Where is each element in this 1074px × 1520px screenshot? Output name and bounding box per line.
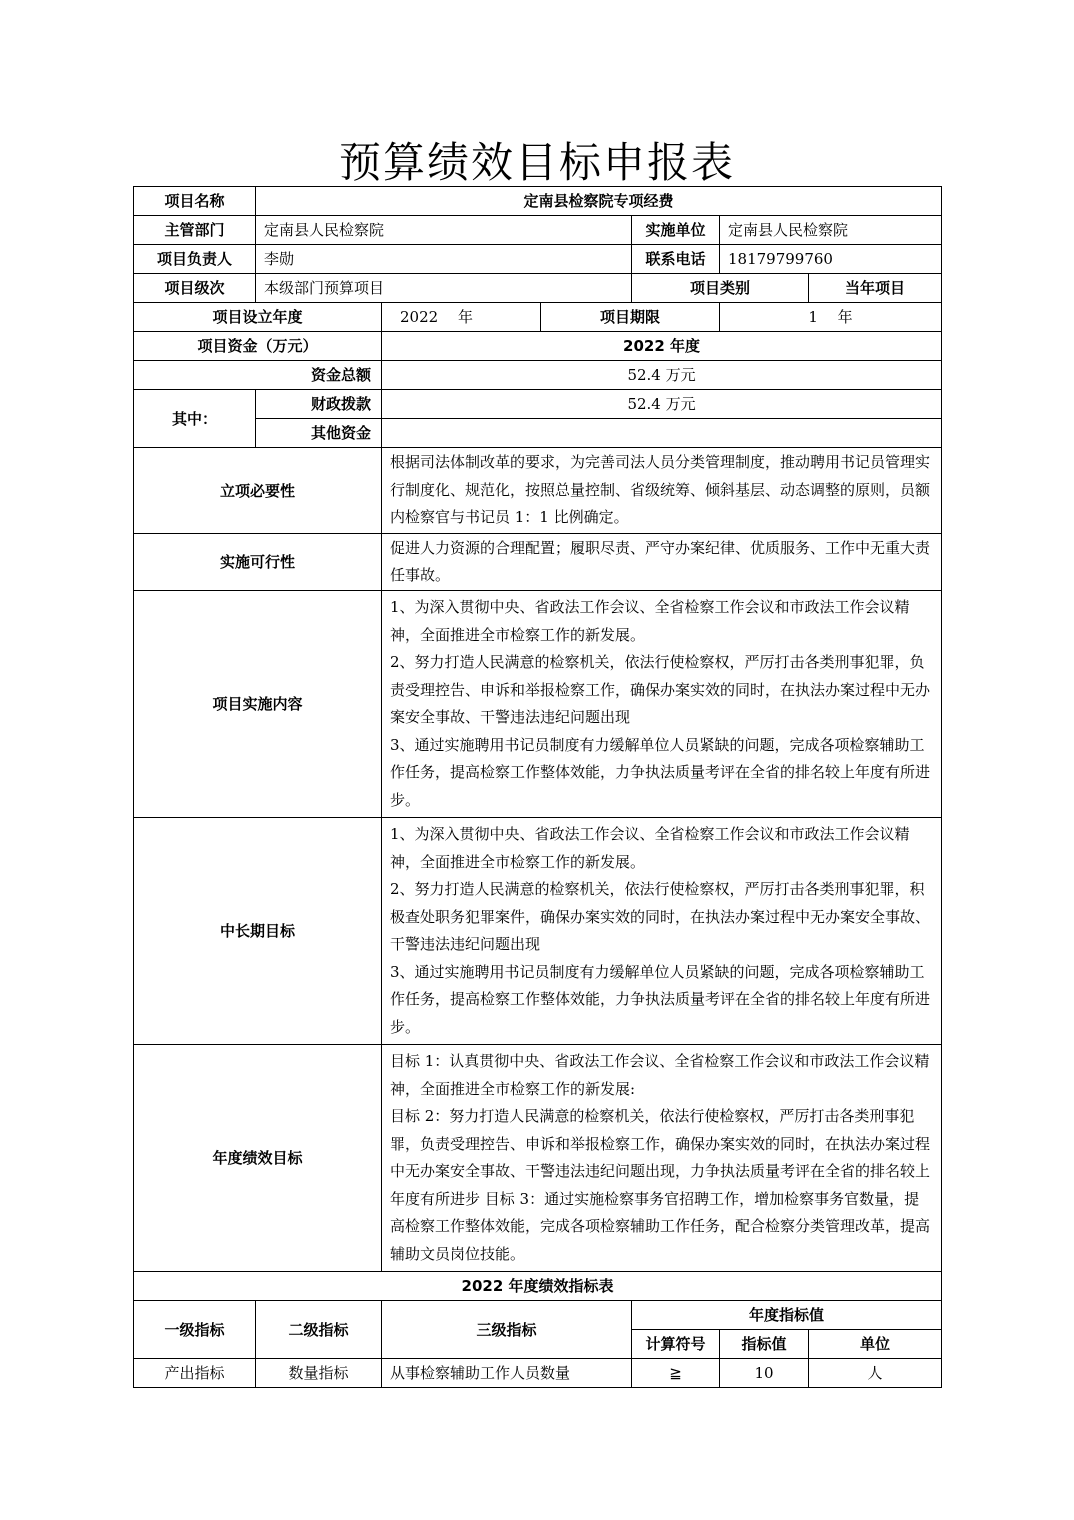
period-value: 1 年: [720, 303, 942, 332]
dept-value: 定南县人民检察院: [256, 216, 632, 245]
annual-item-2: 目标 2：努力打造人民满意的检察机关，依法行使检察权，严厉打击各类刑事犯罪，负责受理控告、申诉和举报检察工作，确保办案实效的同时，在执法办案过程中无办案安全事故、干警违法违纪问题出现，力争执法质量考评在全省的排名较上年度有所进步 目标 3：通过实施检察事务官招聘工作，增加检察事务官数量，提高检察工作整体效能，完成各项检察辅助工作任务，配合检察分类管理改革，提高辅助文员岗位技能。: [390, 1107, 931, 1263]
feasibility-label: 实施可行性: [134, 534, 382, 591]
fund-year: 2022 年度: [382, 332, 942, 361]
row-indicator-header-1: [134, 1301, 942, 1330]
row-level1: 产出指标: [134, 1359, 256, 1388]
period-label: 项目期限: [541, 303, 720, 332]
row-indicator-title: [134, 1272, 942, 1301]
row-necessity: [134, 448, 942, 534]
content-item-2: 2、努力打造人民满意的检察机关，依法行使检察权，严厉打击各类刑事犯罪，负责受理控告、申诉和举报检察工作，确保办案实效的同时，在执法办案过程中无办案安全事故、干警违法违纪问题出现: [390, 653, 931, 726]
annual-label: 年度绩效目标: [134, 1045, 382, 1272]
header-unit: 单位: [809, 1330, 942, 1359]
content-item-1: 1、为深入贯彻中央、省政法工作会议、全省检察工作会议和市政法工作会议精神，全面推进全市检察工作的新发展。: [390, 598, 910, 644]
level-label: 项目级次: [134, 274, 256, 303]
long-term-text: [382, 818, 942, 1045]
dept-label: 主管部门: [134, 216, 256, 245]
content-label: 项目实施内容: [134, 591, 382, 818]
indicator-table-title: 2022 年度绩效指标表: [134, 1272, 942, 1301]
row-unit: 人: [809, 1359, 942, 1388]
table-row: [134, 1359, 942, 1388]
impl-unit-label: 实施单位: [632, 216, 720, 245]
row-dept: [134, 216, 942, 245]
level-value: 本级部门预算项目: [256, 274, 632, 303]
row-level3: 从事检察辅助工作人员数量: [382, 1359, 632, 1388]
other-value: [382, 419, 942, 448]
annual-item-1: 目标 1：认真贯彻中央、省政法工作会议、全省检察工作会议和市政法工作会议精神，全面推进全市检察工作的新发展:: [390, 1052, 930, 1098]
long-term-item-2: 2、努力打造人民满意的检察机关，依法行使检察权，严厉打击各类刑事犯罪，积极查处职务犯罪案件，确保办案实效的同时，在执法办案过程中无办案安全事故、干警违法违纪问题出现: [390, 880, 931, 953]
setup-year-label: 项目设立年度: [134, 303, 382, 332]
header-value: 指标值: [720, 1330, 809, 1359]
content-item-3: 3、通过实施聘用书记员制度有力缓解单位人员紧缺的问题，完成各项检察辅助工作任务，提高检察工作整体效能，力争执法质量考评在全省的排名较上年度有所进步。: [390, 735, 931, 809]
phone-value: 18179799760: [720, 245, 942, 274]
total-label: 资金总额: [134, 361, 382, 390]
row-annual: [134, 1045, 942, 1272]
setup-year-value: 2022 年: [382, 303, 541, 332]
fiscal-label: 财政拨款: [256, 390, 382, 419]
among-label: 其中：: [134, 390, 256, 448]
row-other: [134, 419, 942, 448]
long-term-item-3: 3、通过实施聘用书记员制度有力缓解单位人员紧缺的问题，完成各项检察辅助工作任务，提高检察工作整体效能，力争执法质量考评在全省的排名较上年度有所进步。: [390, 962, 931, 1036]
long-term-item-1: 1、为深入贯彻中央、省政法工作会议、全省检察工作会议和市政法工作会议精神，全面推进全市检察工作的新发展。: [390, 825, 910, 871]
header-level2: 二级指标: [256, 1301, 382, 1359]
row-leader: [134, 245, 942, 274]
project-name-label: 项目名称: [134, 187, 256, 216]
category-label: 项目类别: [632, 274, 809, 303]
page-title: 预算绩效目标申报表: [338, 138, 735, 187]
other-label: 其他资金: [256, 419, 382, 448]
annual-text: [382, 1045, 942, 1272]
row-long-term: [134, 818, 942, 1045]
header-level3: 三级指标: [382, 1301, 632, 1359]
project-name-value: 定南县检察院专项经费: [256, 187, 942, 216]
row-content: [134, 591, 942, 818]
leader-value: 李勋: [256, 245, 632, 274]
total-value: 52.4 万元: [382, 361, 942, 390]
header-annual-value: 年度指标值: [632, 1301, 942, 1330]
row-total: [134, 361, 942, 390]
impl-unit-value: 定南县人民检察院: [720, 216, 942, 245]
fiscal-value: 52.4 万元: [382, 390, 942, 419]
fund-label: 项目资金（万元）: [134, 332, 382, 361]
header-operator: 计算符号: [632, 1330, 720, 1359]
budget-form-table: [133, 186, 942, 1388]
feasibility-text: 促进人力资源的合理配置；履职尽责、严守办案纪律、优质服务、工作中无重大责任事故。: [382, 534, 942, 591]
leader-label: 项目负责人: [134, 245, 256, 274]
row-fund: [134, 332, 942, 361]
row-operator: ≧: [632, 1359, 720, 1388]
long-term-label: 中长期目标: [134, 818, 382, 1045]
row-feasibility: [134, 534, 942, 591]
necessity-text: 根据司法体制改革的要求，为完善司法人员分类管理制度，推动聘用书记员管理实行制度化、规范化，按照总量控制、省级统筹、倾斜基层、动态调整的原则，员额内检察官与书记员 1：1 比例确定。: [382, 448, 942, 534]
content-text: [382, 591, 942, 818]
phone-label: 联系电话: [632, 245, 720, 274]
row-level2: 数量指标: [256, 1359, 382, 1388]
category-value: 当年项目: [809, 274, 942, 303]
row-level: [134, 274, 942, 303]
row-project-name: [134, 187, 942, 216]
row-value: 10: [720, 1359, 809, 1388]
row-fiscal: [134, 390, 942, 419]
row-setup-year: [134, 303, 942, 332]
header-level1: 一级指标: [134, 1301, 256, 1359]
necessity-label: 立项必要性: [134, 448, 382, 534]
